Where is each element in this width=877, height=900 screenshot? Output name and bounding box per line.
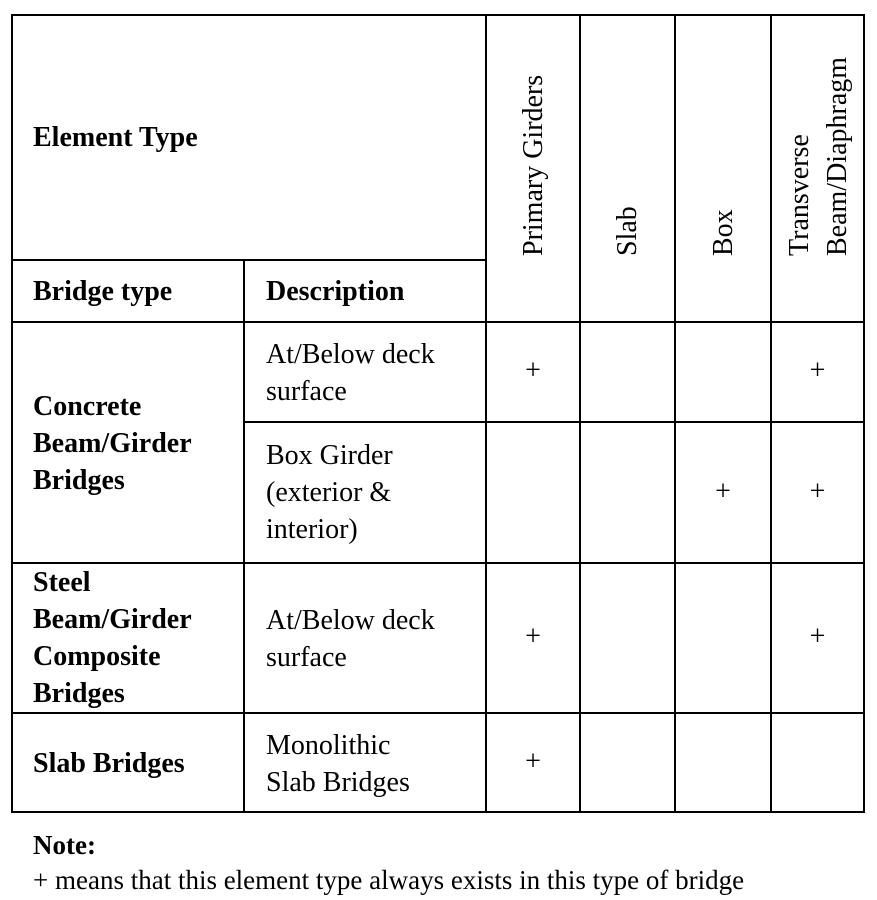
description-line: surface <box>266 642 347 673</box>
concrete-bridge-type-line: Bridges <box>33 465 125 496</box>
column-heading-primary-girders: Primary Girders <box>518 74 549 256</box>
description-line: (exterior & <box>266 477 392 508</box>
column-heading-transverse: Transverse <box>784 134 815 256</box>
mark-concrete-box-girder-box: + <box>715 476 731 507</box>
description-heading: Description <box>266 276 405 307</box>
description-line: surface <box>266 376 347 407</box>
slab-description <box>266 727 410 801</box>
column-heading-box: Box <box>708 209 739 256</box>
concrete-bridge-type <box>33 388 192 499</box>
note-text: + means that this element type always exists in this type of bridge <box>33 865 745 895</box>
mark-slab-primary-girders: + <box>525 746 541 777</box>
bridge-type-heading: Bridge type <box>33 276 173 307</box>
concrete-description-deck <box>266 336 435 410</box>
description-line: Slab Bridges <box>266 767 410 798</box>
column-heading-beam-diaphragm: Beam/Diaphragm <box>822 56 853 256</box>
concrete-bridge-type-line: Beam/Girder <box>33 428 192 459</box>
column-heading-slab: Slab <box>612 206 643 256</box>
mark-concrete-box-girder-transverse: + <box>809 476 826 507</box>
steel-bridge-type-line: Bridges <box>33 678 125 709</box>
steel-bridge-type-line: Beam/Girder <box>33 604 192 635</box>
mark-concrete-deck-transverse: + <box>809 355 826 386</box>
description-line: interior) <box>266 514 358 545</box>
steel-bridge-type <box>33 564 192 712</box>
description-line: Monolithic <box>266 730 391 761</box>
steel-bridge-type-line: Steel <box>33 567 91 598</box>
mark-concrete-deck-primary-girders: + <box>525 355 541 386</box>
slab-bridge-type: Slab Bridges <box>33 748 185 779</box>
note-title: Note: <box>33 830 96 860</box>
concrete-description-box-girder <box>266 437 393 548</box>
description-line: At/Below deck <box>266 605 435 636</box>
description-line: At/Below deck <box>266 339 435 370</box>
mark-steel-transverse: + <box>809 621 826 652</box>
concrete-bridge-type-line: Concrete <box>33 391 142 422</box>
mark-steel-primary-girders: + <box>525 621 541 652</box>
steel-description <box>266 602 435 676</box>
description-line: Box Girder <box>266 440 393 471</box>
steel-bridge-type-line: Composite <box>33 641 161 672</box>
element-type-heading: Element Type <box>33 122 198 153</box>
